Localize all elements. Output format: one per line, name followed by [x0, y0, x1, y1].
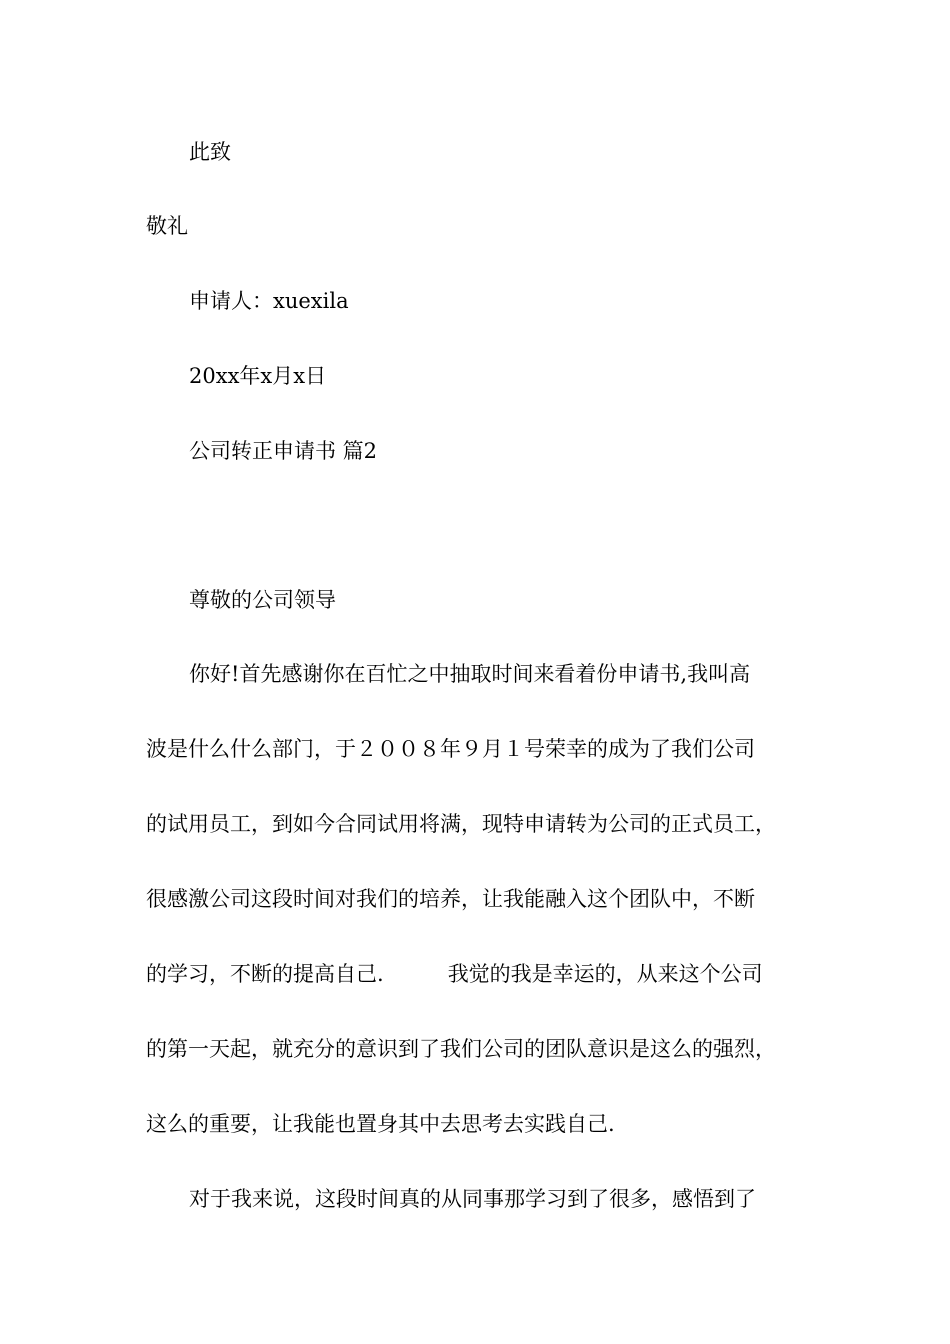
greeting-line: 尊敬的公司领导: [189, 588, 336, 612]
body-line-1: 你好!首先感谢你在百忙之中抽取时间来看着份申请书,我叫高: [189, 662, 751, 686]
section-title: 公司转正申请书 篇2: [189, 439, 378, 463]
closing-salutation: 此致: [189, 140, 231, 164]
body-line-5: [146, 960, 826, 988]
body-line-2: 波是什么什么部门，于２００８年９月１号荣幸的成为了我们公司: [146, 737, 755, 761]
body-line-7: 这么的重要，让我能也置身其中去思考去实践自己.: [146, 1112, 615, 1136]
date-line: 20xx年x月x日: [189, 364, 327, 388]
body-line-3: 的试用员工，到如今合同试用将满，现特申请转为公司的正式员工，: [146, 812, 776, 836]
body-line-5-part-2: 我觉的我是幸运的，从来这个公司: [447, 962, 763, 986]
applicant-line: 申请人：xuexila: [189, 289, 349, 313]
body-line-4: 很感激公司这段时间对我们的培养，让我能融入这个团队中，不断: [146, 887, 755, 911]
body-line-6: 的第一天起，就充分的意识到了我们公司的团队意识是这么的强烈，: [146, 1037, 776, 1061]
closing-respect: 敬礼: [146, 214, 188, 238]
body-line-8: 对于我来说，这段时间真的从同事那学习到了很多，感悟到了: [189, 1187, 756, 1211]
body-line-5-part-1: 的学习，不断的提高自己.: [146, 962, 384, 986]
